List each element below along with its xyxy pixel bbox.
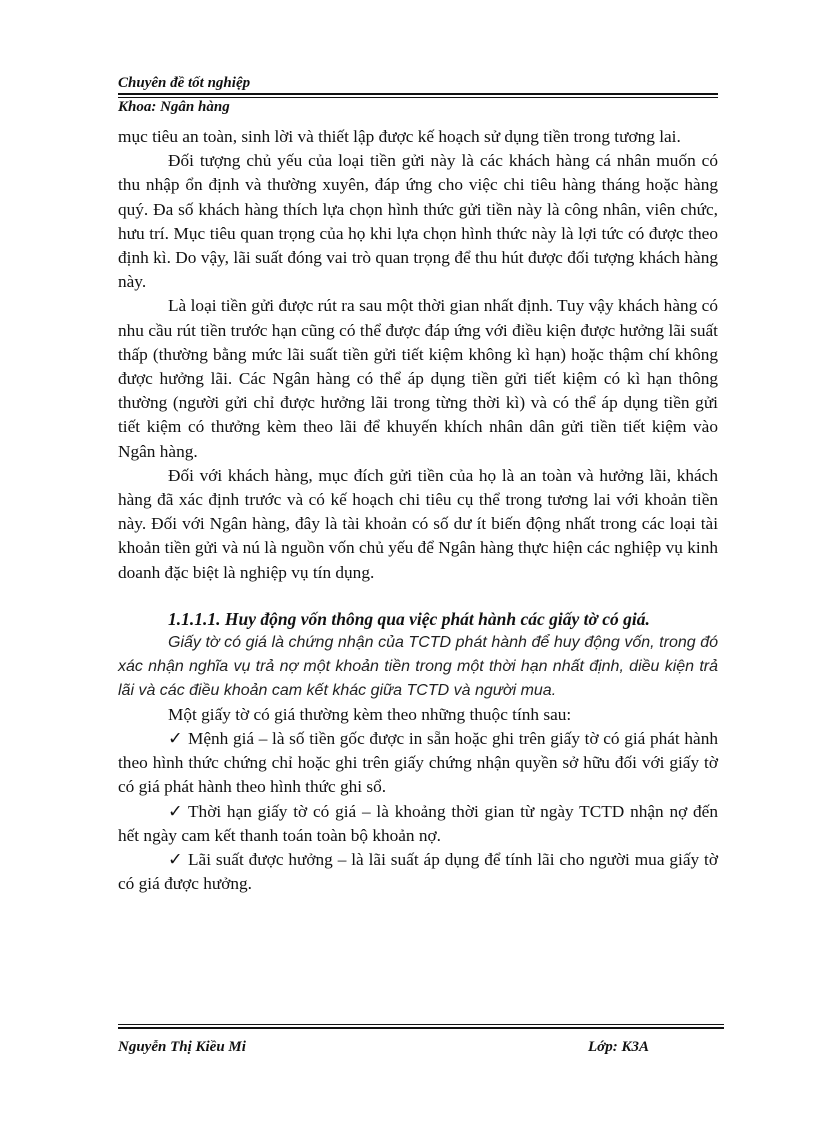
section-spacer — [118, 585, 718, 607]
header-department: Khoa: Ngân hàng — [118, 99, 230, 115]
paragraph: Là loại tiền gửi được rút ra sau một thời gian nhất định. Tuy vậy khách hàng có nhu cầu rút tiền trước hạn cũng có thể được đáp ứng với điều kiện được hưởng lãi suất thấp (thường bằng mức lãi suất tiền gửi tiết kiệm không kì hạn) hoặc thậm chí không được hưởng lãi. Các Ngân hàng có thể áp dụng tiền gửi tiết kiệm có kì hạn thông thường (người gửi chỉ được hưởng lãi trong từng thời kì) và có thể áp dụng tiền gửi tiết kiệm có thưởng kèm theo lãi để khuyến khích nhân dân gửi tiền tiết kiệm vào Ngân hàng. — [118, 296, 718, 461]
checkmark-icon: ✓ — [168, 801, 183, 821]
page-header — [118, 74, 718, 116]
intro-paragraph: Một giấy tờ có giá thường kèm theo những thuộc tính sau: — [168, 704, 572, 724]
checkmark-icon: ✓ — [168, 729, 183, 749]
paragraph: Đối với khách hàng, mục đích gửi tiền của họ là an toàn và hưởng lãi, khách hàng đã xác định trước và có kế hoạch chi tiêu cụ thể trong tương lai với khoản tiền này. Đối với Ngân hàng, đây là tài khoản có số dư ít biến động nhất trong các loại tài khoản tiền gửi và nú là nguồn vốn chủ yếu để Ngân hàng thực hiện các nghiệp vụ kinh doanh đặc biệt là nghiệp vụ tín dụng. — [118, 465, 718, 582]
attribute-text: Lãi suất được hưởng – là lãi suất áp dụng để tính lãi cho người mua giấy tờ có giá được hưởng. — [118, 850, 718, 894]
paragraph: mục tiêu an toàn, sinh lời và thiết lập được kế hoạch sử dụng tiền trong tương lai. — [118, 127, 681, 146]
footer-class: Lớp: K3A — [588, 1039, 649, 1055]
header-title: Chuyên đề tốt nghiệp — [118, 75, 251, 91]
attribute-item — [118, 800, 718, 848]
footer-rule-thick — [118, 1027, 724, 1029]
section-heading: 1.1.1.1. Huy động vốn thông qua việc phát hành các giấy tờ có giá. — [168, 608, 650, 629]
attribute-item — [118, 848, 718, 896]
attribute-text: Thời hạn giấy tờ có giá – là khoảng thời gian từ ngày TCTD nhận nợ đến hết ngày cam kết thanh toán toàn bộ khoản nợ. — [118, 801, 718, 845]
page-body — [118, 125, 718, 896]
header-rule-thick — [118, 93, 718, 95]
attribute-text: Mệnh giá – là số tiền gốc được in sẵn hoặc ghi trên giấy tờ có giá phát hành theo hình thức chứng chỉ hoặc ghi trên giấy chứng nhận quyền sở hữu đối với giấy tờ có giá phát hành theo hình thức ghi sổ. — [118, 729, 718, 797]
paragraph: Đối tượng chủ yếu của loại tiền gửi này là các khách hàng cá nhân muốn có thu nhập ổn định và thường xuyên, đáp ứng cho việc chi tiêu hàng tháng hoặc hàng quý. Đa số khách hàng thích lựa chọn hình thức gửi tiền này là công nhân, viên chức, hưu trí. Mục tiêu quan trọng của họ khi lựa chọn hình thức này là lợi tức có được theo định kì. Do vậy, lãi suất đóng vai trò quan trọng để thu hút được đối tượng khách hàng này. — [118, 151, 718, 292]
footer-rule-thin — [118, 1024, 724, 1025]
footer-rules — [118, 1024, 724, 1029]
footer-author: Nguyễn Thị Kiều Mi — [118, 1039, 246, 1055]
page-footer — [118, 1024, 724, 1059]
checkmark-icon: ✓ — [168, 850, 183, 870]
attribute-item — [118, 727, 718, 800]
footer-row — [118, 1037, 724, 1059]
definition-paragraph: Giấy tờ có giá là chứng nhận của TCTD phát hành để huy động vốn, trong đó xác nhận nghĩa vụ trả nợ một khoản tiền trong một thời hạn nhất định, diều kiện trả lãi và các điều khoản cam kết khác giữa TCTD và người mua. — [118, 633, 718, 699]
